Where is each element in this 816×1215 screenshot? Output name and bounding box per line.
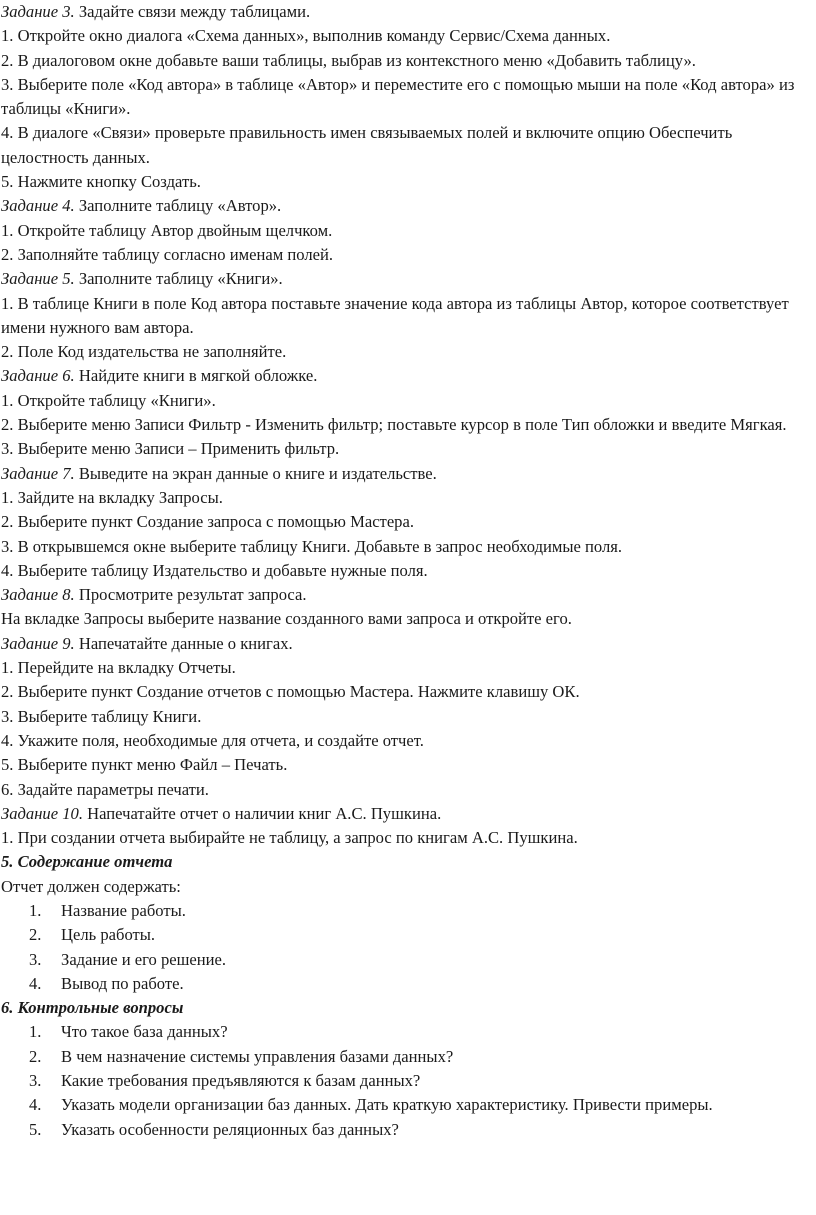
list-item-text: Какие требования предъявляются к базам данных? <box>61 1071 421 1091</box>
list-item-number: 2. <box>29 925 42 945</box>
task-6-header <box>1 364 816 388</box>
task-10-label: Задание 10. <box>1 803 83 823</box>
list-item-text: Вывод по работе. <box>61 973 184 993</box>
list-item <box>1 1045 801 1069</box>
task-8-header <box>1 583 816 607</box>
task-5-label: Задание 5. <box>1 269 75 289</box>
task-10-title: Напечатайте отчет о наличии книг А.С. Пушкина. <box>83 803 442 823</box>
task-4-step-1: 1. Откройте таблицу Автор двойным щелчком. <box>1 220 333 240</box>
task-7-step-3: 3. В открывшемся окне выберите таблицу Книги. Добавьте в запрос необходимые поля. <box>1 536 623 556</box>
task-3-label: Задание 3. <box>1 2 75 21</box>
list-item-number: 4. <box>29 1095 42 1115</box>
task-9-step-3: 3. Выберите таблицу Книги. <box>1 706 202 726</box>
task-5-header <box>1 267 816 291</box>
list-item <box>1 923 801 947</box>
task-5-step-1: 1. В таблице Книги в поле Код автора поставьте значение кода автора из таблицы Автор, которое соответствует имени нужного вам автора. <box>1 293 789 337</box>
task-8-step-1: На вкладке Запросы выберите название созданного вами запроса и откройте его. <box>1 609 572 629</box>
task-6-step-2: 2. Выберите меню Записи Фильтр - Изменить фильтр; поставьте курсор в поле Тип обложки и введите Мягкая. <box>1 415 787 435</box>
task-4-label: Задание 4. <box>1 196 75 216</box>
list-item-text: Указать модели организации баз данных. Дать краткую характеристику. Привести примеры. <box>61 1095 713 1115</box>
task-4-step-2: 2. Заполняйте таблицу согласно именам полей. <box>1 244 334 264</box>
section-5-intro: Отчет должен содержать: <box>1 876 181 896</box>
task-5-step-2: 2. Поле Код издательства не заполняйте. <box>1 342 287 362</box>
task-9-step-1: 1. Перейдите на вкладку Отчеты. <box>1 658 236 678</box>
task-3-step-1: 1. Откройте окно диалога «Схема данных», выполнив команду Сервис/Схема данных. <box>1 26 611 46</box>
task-3-header <box>1 0 816 24</box>
task-6-label: Задание 6. <box>1 366 75 386</box>
task-3-step-2: 2. В диалоговом окне добавьте ваши таблицы, выбрав из контекстного меню «Добавить таблицу». <box>1 50 696 70</box>
task-9-step-5: 5. Выберите пункт меню Файл – Печать. <box>1 755 288 775</box>
list-item <box>1 948 801 972</box>
list-item <box>1 1069 801 1093</box>
task-9-step-4: 4. Укажите поля, необходимые для отчета, и создайте отчет. <box>1 730 424 750</box>
list-item-number: 2. <box>29 1046 42 1066</box>
task-3-title: Задайте связи между таблицами. <box>74 2 311 21</box>
task-9-header <box>1 632 816 656</box>
task-9-step-6: 6. Задайте параметры печати. <box>1 779 209 799</box>
list-item-number: 3. <box>29 1071 42 1091</box>
list-item-text: Что такое база данных? <box>61 1022 228 1042</box>
task-7-step-1: 1. Зайдите на вкладку Запросы. <box>1 487 223 507</box>
task-10-step-1: 1. При создании отчета выбирайте не таблицу, а запрос по книгам А.С. Пушкина. <box>1 828 578 848</box>
task-6-step-3: 3. Выберите меню Записи – Применить фильтр. <box>1 439 340 459</box>
task-7-header <box>1 462 816 486</box>
task-6-title: Найдите книги в мягкой обложке. <box>74 366 318 386</box>
list-item <box>1 1093 801 1117</box>
list-item-text: Указать особенности реляционных баз данных? <box>61 1119 399 1139</box>
section-6-heading: 6. Контрольные вопросы <box>1 998 184 1018</box>
list-item-text: Цель работы. <box>61 925 156 945</box>
list-item <box>1 1118 801 1142</box>
list-item-number: 1. <box>29 1022 42 1042</box>
task-4-header <box>1 194 816 218</box>
control-questions-list <box>1 1020 816 1141</box>
list-item-text: Задание и его решение. <box>61 949 227 969</box>
task-8-label: Задание 8. <box>1 585 75 605</box>
report-contents-list <box>1 899 816 996</box>
task-9-title: Напечатайте данные о книгах. <box>74 633 293 653</box>
list-item-text: В чем назначение системы управления базами данных? <box>61 1046 454 1066</box>
task-9-step-2: 2. Выберите пункт Создание отчетов с помощью Мастера. Нажмите клавишу ОК. <box>1 682 580 702</box>
task-9-label: Задание 9. <box>1 633 75 653</box>
task-3-step-4: 4. В диалоге «Связи» проверьте правильность имен связываемых полей и включите опцию Обеспечить целостность данных. <box>1 123 733 167</box>
task-6-step-1: 1. Откройте таблицу «Книги». <box>1 390 216 410</box>
task-3-step-5: 5. Нажмите кнопку Создать. <box>1 172 201 192</box>
list-item <box>1 1020 801 1044</box>
list-item <box>1 972 801 996</box>
task-7-label: Задание 7. <box>1 463 75 483</box>
task-7-step-2: 2. Выберите пункт Создание запроса с помощью Мастера. <box>1 512 414 532</box>
list-item <box>1 899 801 923</box>
task-7-title: Выведите на экран данные о книге и издательстве. <box>74 463 437 483</box>
task-3-step-3: 3. Выберите поле «Код автора» в таблице «Автор» и переместите его с помощью мыши на поле «Код автора» из таблицы «Книги». <box>1 74 795 119</box>
task-4-title: Заполните таблицу «Автор». <box>74 196 282 216</box>
list-item-number: 3. <box>29 949 42 969</box>
task-10-header <box>1 802 816 826</box>
task-7-step-4: 4. Выберите таблицу Издательство и добавьте нужные поля. <box>1 560 428 580</box>
task-8-title: Просмотрите результат запроса. <box>74 585 307 605</box>
list-item-number: 4. <box>29 973 42 993</box>
list-item-text: Название работы. <box>61 900 186 920</box>
task-5-title: Заполните таблицу «Книги». <box>74 269 283 289</box>
list-item-number: 1. <box>29 900 42 920</box>
section-5-heading: 5. Содержание отчета <box>1 852 173 872</box>
list-item-number: 5. <box>29 1119 42 1139</box>
